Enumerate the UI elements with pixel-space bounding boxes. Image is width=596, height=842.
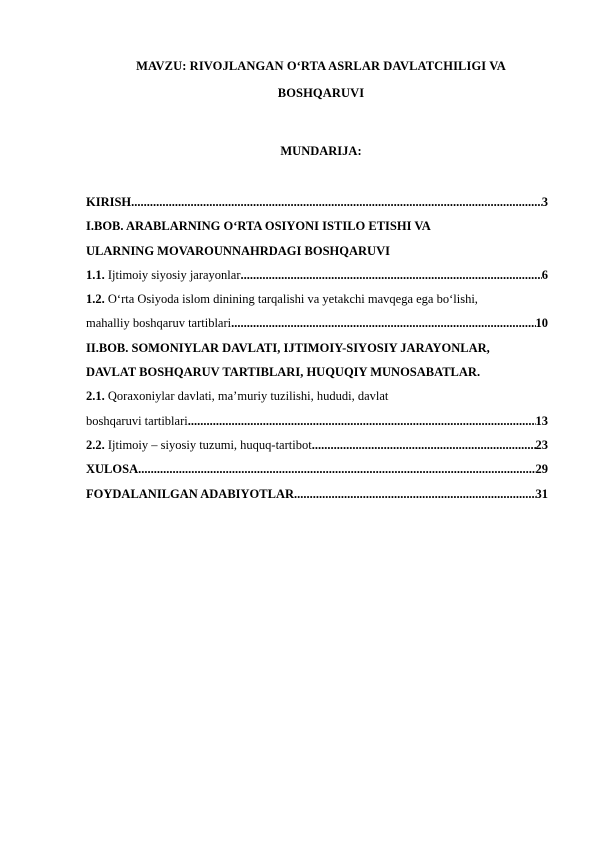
toc-leader — [231, 311, 535, 335]
toc-leader — [294, 482, 535, 506]
toc-label: KIRISH — [86, 195, 132, 209]
toc-label: XULOSA — [86, 462, 139, 477]
toc-entry-2-1-line-2[interactable] — [86, 409, 548, 433]
toc-entry-adabiyotlar[interactable] — [86, 482, 548, 506]
toc-label: II.BOB. SOMONIYLAR DAVLATI, IJTIMOIY-SIYOSIY JARAYONLAR, — [86, 340, 490, 355]
toc-chapter-1-line-2[interactable] — [86, 239, 548, 263]
toc-page-number: 6 — [541, 267, 548, 282]
toc-entry-2-2[interactable] — [86, 433, 548, 457]
toc-label: O‘rta Osiyoda islom dinining tarqalishi va yetakchi mavqega ega bo‘lishi, — [107, 292, 478, 307]
toc-leader — [131, 190, 542, 214]
toc-entry-2-1-line-1[interactable] — [86, 384, 548, 408]
table-of-contents — [86, 190, 548, 506]
toc-section-number: 1.1. — [86, 267, 105, 282]
toc-label: Ijtimoiy – siyosiy tuzumi, huquq-tartibot — [107, 437, 312, 452]
toc-page-number: 3 — [541, 195, 548, 209]
toc-page-number: 10 — [535, 316, 548, 331]
toc-entry-1-2-line-1[interactable] — [86, 287, 548, 311]
toc-label: FOYDALANILGAN ADABIYOTLAR — [86, 486, 295, 501]
toc-entry-1-1[interactable] — [86, 263, 548, 287]
toc-label: DAVLAT BOSHQARUV TARTIBLARI, HUQUQIY MUNOSABATLAR. — [86, 365, 481, 380]
toc-label: Ijtimoiy siyosiy jarayonlar — [107, 267, 241, 282]
toc-page-number: 29 — [535, 462, 548, 477]
toc-chapter-2-line-2[interactable] — [86, 360, 548, 384]
toc-leader — [188, 409, 536, 433]
toc-leader — [312, 433, 536, 457]
toc-page-number: 23 — [535, 437, 548, 452]
toc-leader — [138, 457, 535, 481]
toc-section-number: 2.1. — [86, 389, 105, 404]
toc-label: mahalliy boshqaruv tartiblari — [86, 316, 232, 331]
toc-leader — [241, 263, 542, 287]
toc-chapter-1-line-1[interactable] — [86, 214, 548, 238]
toc-chapter-2-line-1[interactable] — [86, 336, 548, 360]
toc-label: ULARNING MOVAROUNNAHRDAGI BOSHQARUVI — [86, 243, 390, 258]
contents-heading: MUNDARIJA: — [280, 144, 362, 158]
toc-label: Qoraxoniylar davlati, ma’muriy tuzilishi, hududi, davlat — [107, 389, 389, 404]
toc-section-number: 1.2. — [86, 292, 105, 307]
document-title: MAVZU: RIVOJLANGAN O‘RTA ASRLAR DAVLATCHILIGI VA BOSHQARUVI — [136, 59, 506, 100]
toc-entry-1-2-line-2[interactable] — [86, 311, 548, 335]
toc-section-number: 2.2. — [86, 437, 105, 452]
toc-page-number: 13 — [535, 413, 548, 428]
toc-entry-xulosa[interactable] — [86, 457, 548, 481]
toc-label: boshqaruvi tartiblari — [86, 413, 188, 428]
toc-label: I.BOB. ARABLARNING O‘RTA OSIYONI ISTILO ETISHI VA — [86, 219, 431, 234]
toc-entry-kirish[interactable] — [86, 190, 548, 214]
toc-page-number: 31 — [535, 486, 548, 501]
